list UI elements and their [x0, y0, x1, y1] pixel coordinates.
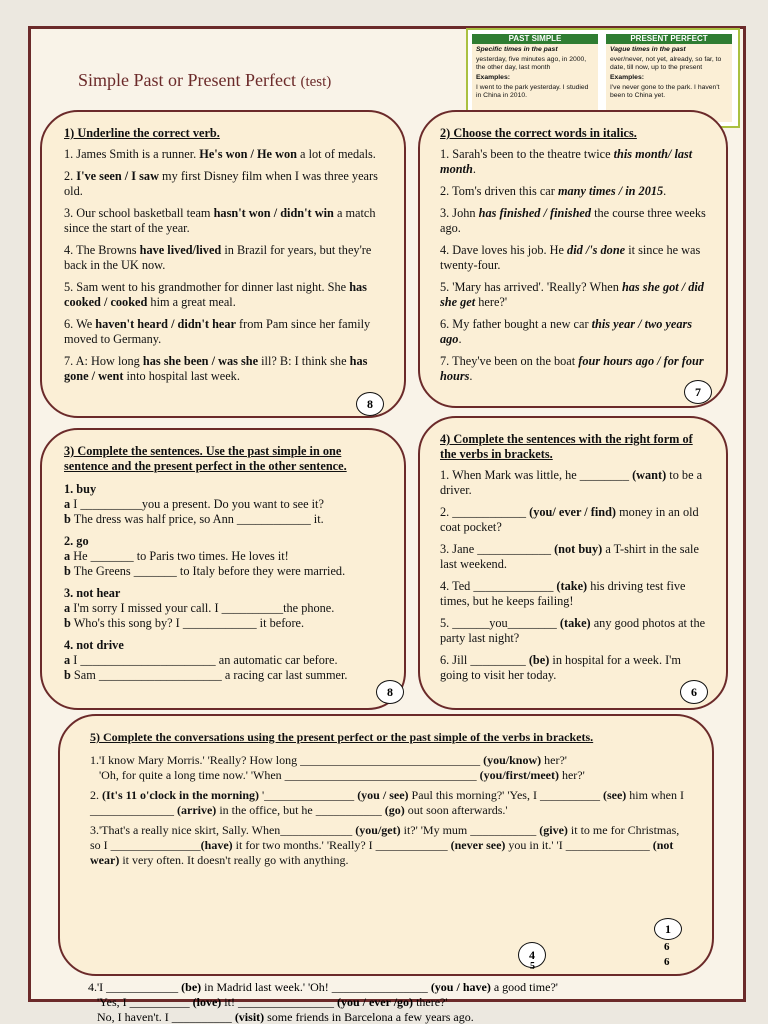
s2-item-2: 2. Tom's driven this car many times / in 2015. — [440, 184, 667, 198]
s2-item-6: 6. My father bought a new car this year / two years ago. — [440, 317, 693, 346]
section-5-score-d: 4 — [518, 942, 546, 968]
s2-item-3: 3. John has finished / finished the course three weeks ago. — [440, 206, 706, 235]
s2-item-1: 1. Sarah's been to the theatre twice this month/ last month. — [440, 147, 693, 176]
s1-item-6: 6. We haven't heard / didn't hear from Pam since her family moved to Germany. — [64, 317, 371, 346]
s2-item-7: 7. They've been on the boat four hours ago / for four hours. — [440, 354, 704, 383]
present-perfect-column — [606, 34, 732, 122]
title-suffix: (test) — [300, 74, 332, 90]
section-2-heading: 2) Choose the correct words in italics. — [440, 126, 637, 140]
section-5-score-b: 6 — [664, 941, 670, 953]
s4-item-3: 3. Jane ____________ (not buy) a T-shirt in the sale last weekend. — [440, 542, 699, 571]
s5-conversation-1: 1.'I know Mary Morris.' 'Really? How long ______________________________ (you/know) her?' 'Oh, for quite a long time now.' 'When ________________________________ (you/first/meet) her?' — [90, 753, 585, 782]
section-5-box — [58, 714, 714, 976]
s1-item-5: 5. Sam went to his grandmother for dinner last night. She has cooked / cooked him a great meal. — [64, 280, 367, 309]
section-5-score-e: 5 — [530, 961, 535, 972]
past-simple-examples: I went to the park yesterday. I studied in China in 2010. — [476, 84, 589, 99]
section-4-score: 6 — [680, 680, 708, 704]
section-2-score: 7 — [684, 380, 712, 404]
s1-item-1: 1. James Smith is a runner. He's won / He won a lot of medals. — [64, 147, 376, 161]
past-simple-heading: PAST SIMPLE — [472, 34, 598, 44]
section-3-box — [40, 428, 406, 710]
s1-item-7: 7. A: How long has she been / was she ill? B: I think she has gone / went into hospital last week. — [64, 354, 368, 383]
section-1-score: 8 — [356, 392, 384, 416]
section-5-score-a: 1 — [654, 918, 682, 940]
s4-item-4: 4. Ted _____________ (take) his driving test five times, but he keeps failing! — [440, 579, 686, 608]
s4-item-5: 5. ______you________ (take) any good photos at the party last night? — [440, 616, 706, 645]
s4-item-1: 1. When Mark was little, he ________ (want) to be a driver. — [440, 468, 703, 497]
s5-conversation-2: 2. (It's 11 o'clock in the morning) '_______________ (you / see) Paul this morning?' 'Yes, I __________ (see) him when I ______________ (arrive) in the office, but he ___________ (go) out soon afterwards.' — [90, 788, 684, 817]
section-5-heading: 5) Complete the conversations using the present perfect or the past simple of the verbs in brackets. — [90, 730, 594, 744]
title-main: Simple Past or Present Perfect — [78, 70, 296, 90]
past-simple-sub: Specific times in the past — [476, 46, 558, 53]
past-simple-examples-label: Examples: — [476, 74, 511, 81]
section-3-score: 8 — [376, 680, 404, 704]
present-perfect-examples: I've never gone to the park. I haven't been to China yet. — [610, 84, 720, 99]
section-2-box — [418, 110, 728, 408]
s1-item-2: 2. I've seen / I saw my first Disney film when I was three years old. — [64, 169, 378, 198]
s3-group-2: 2. go a He _______ to Paris two times. He loves it! b The Greens _______ to Italy before they were married. — [64, 534, 346, 578]
present-perfect-heading: PRESENT PERFECT — [606, 34, 732, 44]
section-1-box — [40, 110, 406, 418]
s3-group-4: 4. not drive a I ______________________ an automatic car before. b Sam ____________________ a racing car last summer. — [64, 638, 348, 682]
s5-conversation-3: 3.'That's a really nice skirt, Sally. When____________ (you/get) it?' 'My mum ___________ (give) it to me for Christmas, so I _______________(have) it for two months.' 'Really? I ____________ (never see) you in it.' 'I ______________ (not wear) it very often. It doesn't really go with anything. — [90, 823, 680, 867]
s2-item-5: 5. 'Mary has arrived'. 'Really? When has she got / did she get here?' — [440, 280, 704, 309]
s1-item-4: 4. The Browns have lived/lived in Brazil for years, but they're back in the UK now. — [64, 243, 372, 272]
s5-conversation-4: 4.'I ____________ (be) in Madrid last week.' 'Oh! ________________ (you / have) a good time?' 'Yes, I __________ (love) it! ________________ (you / ever /go) there?' No, I haven't. I __________ (visit) some friends in Barcelona a few years ago. — [88, 980, 558, 1024]
page-title — [78, 70, 331, 91]
s3-group-1: 1. buy a I __________you a present. Do you want to see it? b The dress was half price, so Ann ____________ it. — [64, 482, 324, 526]
s3-group-3: 3. not hear a I'm sorry I missed your call. I __________the phone. b Who's this song by? I ____________ it before. — [64, 586, 335, 630]
s4-item-2: 2. ____________ (you/ ever / find) money in an old coat pocket? — [440, 505, 699, 534]
section-4-box — [418, 416, 728, 710]
s1-item-3: 3. Our school basketball team hasn't won / didn't win a match since the start of the year. — [64, 206, 376, 235]
past-simple-column — [472, 34, 598, 122]
s2-item-4: 4. Dave loves his job. He did /'s done it since he was twenty-four. — [440, 243, 701, 272]
section-4-heading: 4) Complete the sentences with the right form of the verbs in brackets. — [440, 432, 693, 461]
section-3-heading: 3) Complete the sentences. Use the past simple in one sentence and the present perfect in the other sentence. — [64, 444, 347, 473]
present-perfect-examples-label: Examples: — [610, 74, 645, 81]
past-simple-time-words: yesterday, five minutes ago, in 2000, the other day, last month — [476, 56, 587, 71]
s4-item-6: 6. Jill _________ (be) in hospital for a week. I'm going to visit her today. — [440, 653, 681, 682]
section-5-score-c: 6 — [664, 956, 670, 968]
present-perfect-sub: Vague times in the past — [610, 46, 686, 53]
section-1-heading: 1) Underline the correct verb. — [64, 126, 220, 140]
present-perfect-time-words: ever/never, not yet, already, so far, to date, till now, up to the present — [610, 56, 722, 71]
